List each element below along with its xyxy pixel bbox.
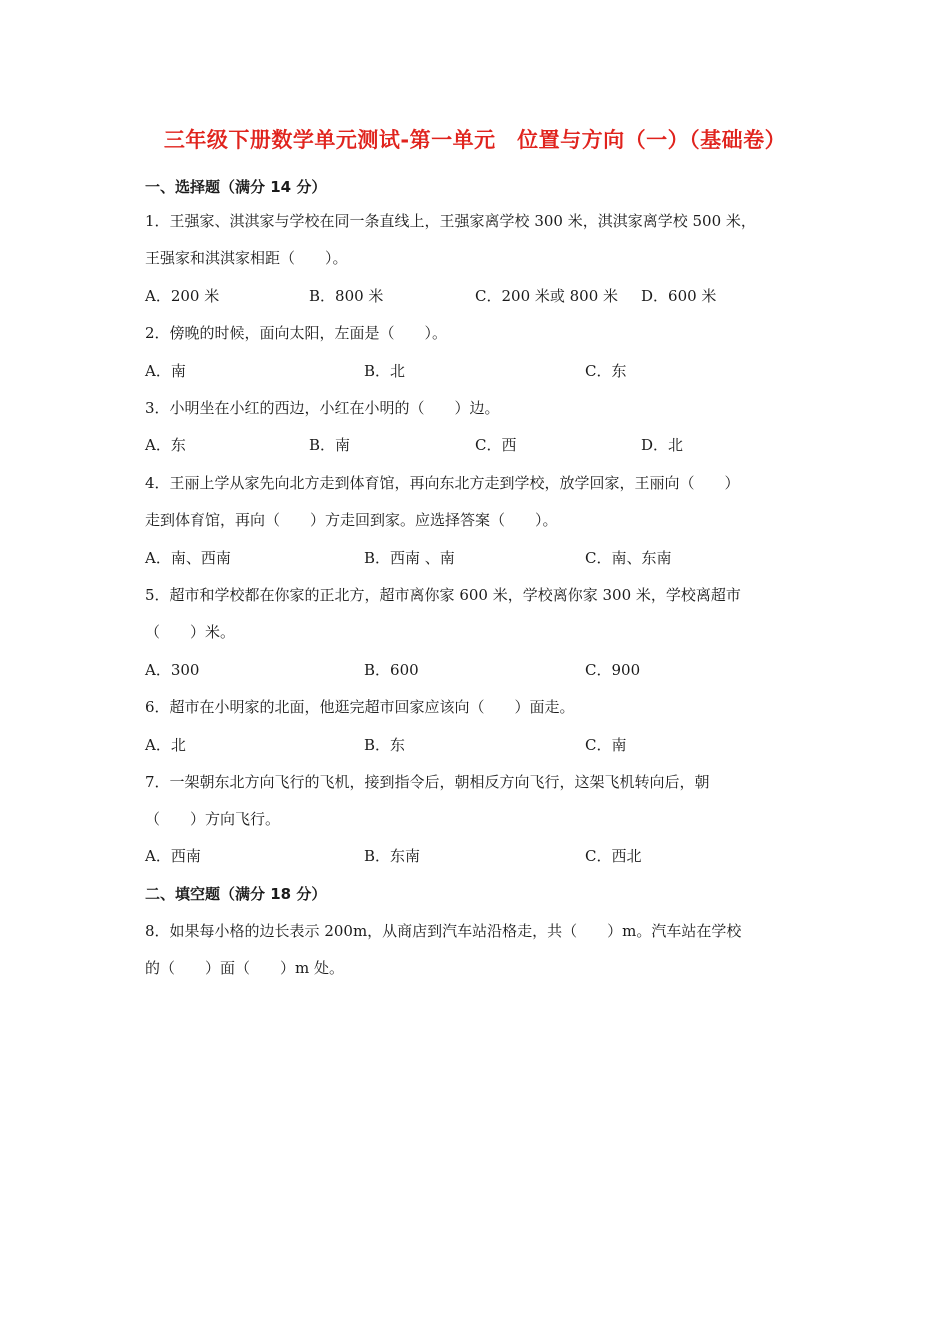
question-1-option-d: D．600 米	[641, 287, 717, 305]
section-heading-fill-blank: 二、填空题（满分 18 分）	[145, 885, 327, 903]
question-4-option-a: A．南、西南	[145, 549, 231, 567]
question-4-option-c: C．南、东南	[585, 549, 672, 567]
question-1-option-b: B．800 米	[309, 287, 384, 305]
question-6-option-c: C．南	[585, 736, 627, 754]
question-3-option-a: A．东	[145, 436, 186, 454]
document-title: 三年级下册数学单元测试-第一单元 位置与方向（一）（基础卷）	[163, 128, 787, 152]
question-7-line-2: （ ）方向飞行。	[145, 810, 281, 828]
question-2-option-c: C．东	[585, 362, 627, 380]
question-6-option-b: B．东	[364, 736, 406, 754]
question-4-option-b: B．西南 、南	[364, 549, 455, 567]
question-3-line-1: 3．小明坐在小红的西边，小红在小明的（ ）边。	[145, 399, 500, 417]
question-3-option-b: B．南	[309, 436, 351, 454]
question-5-line-1: 5．超市和学校都在你家的正北方，超市离你家 600 米，学校离你家 300 米，学校离超市	[145, 586, 741, 604]
question-2-line-1: 2．傍晚的时候，面向太阳，左面是（ ）。	[145, 324, 448, 342]
question-1-line-2: 王强家和淇淇家相距（ ）。	[145, 249, 348, 267]
question-8-line-2: 的（ ）面（ ）m 处。	[145, 959, 344, 977]
question-7-option-b: B．东南	[364, 847, 421, 865]
question-8-line-1: 8．如果每小格的边长表示 200m，从商店到汽车站沿格走，共（ ）m。汽车站在学校	[145, 922, 742, 940]
question-2-option-a: A．南	[145, 362, 186, 380]
question-7-option-a: A．西南	[145, 847, 201, 865]
question-4-line-1: 4．王丽上学从家先向北方走到体育馆，再向东北方走到学校，放学回家，王丽向（ ）	[145, 474, 740, 492]
question-1-option-a: A．200 米	[145, 287, 220, 305]
question-5-option-c: C．900	[585, 661, 641, 679]
question-4-line-2: 走到体育馆，再向（ ）方走回到家。应选择答案（ ）。	[145, 511, 558, 529]
question-5-option-b: B．600	[364, 661, 419, 679]
question-5-line-2: （ ）米。	[145, 623, 236, 641]
question-3-option-c: C．西	[475, 436, 517, 454]
question-1-line-1: 1．王强家、淇淇家与学校在同一条直线上，王强家离学校 300 米，淇淇家离学校 500 米，	[145, 212, 756, 230]
question-3-option-d: D．北	[641, 436, 684, 454]
question-6-line-1: 6．超市在小明家的北面，他逛完超市回家应该向（ ）面走。	[145, 698, 575, 716]
question-7-line-1: 7．一架朝东北方向飞行的飞机，接到指令后，朝相反方向飞行，这架飞机转向后，朝	[145, 773, 710, 791]
question-2-option-b: B．北	[364, 362, 406, 380]
question-5-option-a: A．300	[145, 661, 200, 679]
question-1-option-c: C．200 米或 800 米	[475, 287, 619, 305]
question-6-option-a: A．北	[145, 736, 186, 754]
section-heading-choice: 一、选择题（满分 14 分）	[145, 178, 327, 196]
question-7-option-c: C．西北	[585, 847, 642, 865]
